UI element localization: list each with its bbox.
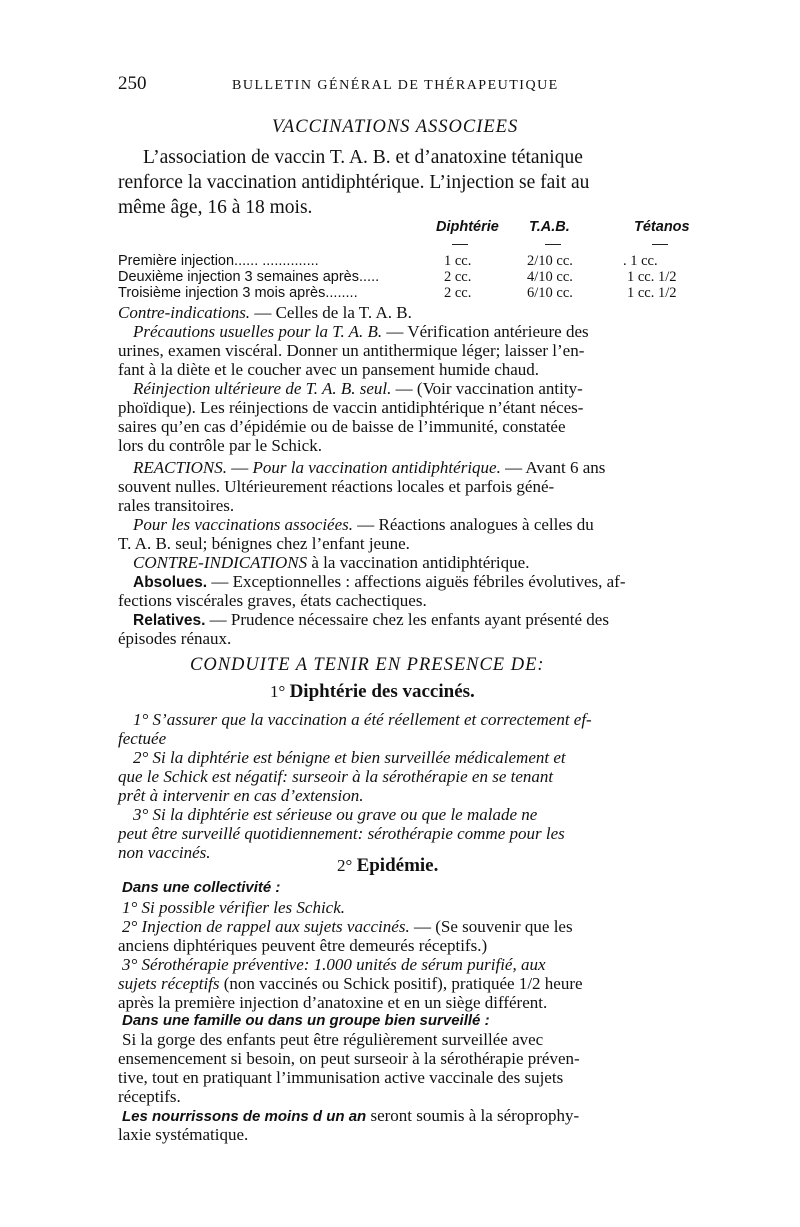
diph-item: peut être surveillé quotidiennement: sérothérapie comme pour les bbox=[118, 824, 565, 843]
coll-item-2-rest: — (Se souvenir que les bbox=[409, 917, 573, 936]
table-row-label: Première injection...... .............. bbox=[118, 253, 319, 269]
sub2-title: Epidémie. bbox=[356, 855, 439, 876]
nourrissons-lead: Les nourrissons de moins d un an bbox=[122, 1108, 367, 1125]
table-cell-diph: 2 cc. bbox=[444, 285, 472, 301]
reactions-line bbox=[133, 458, 605, 477]
col-header-tetanos: Tétanos bbox=[634, 219, 690, 235]
reactions-body: souvent nulles. Ultérieurement réactions locales et parfois géné- bbox=[118, 477, 555, 496]
reactions-lead: REACTIONS. bbox=[133, 458, 227, 477]
table-cell-tet: 1 cc. 1/2 bbox=[627, 285, 677, 301]
diph-item: 3° Si la diphtérie est sérieuse ou grave ou que le malade ne bbox=[133, 805, 538, 824]
coll-item-1: 1° Si possible vérifier les Schick. bbox=[122, 898, 346, 917]
col-header-tab: T.A.B. bbox=[529, 219, 570, 235]
precautions-line bbox=[133, 322, 589, 341]
contra-lead: Contre-indications. bbox=[118, 303, 251, 322]
diph-item: que le Schick est négatif: surseoir à la sérothérapie en se tenant bbox=[118, 767, 554, 786]
table-cell-tet: 1 cc. 1/2 bbox=[627, 269, 677, 285]
contra-line bbox=[118, 303, 412, 322]
famille-body: Si la gorge des enfants peut être régulièrement surveillée avec bbox=[122, 1030, 544, 1049]
famille-heading: Dans une famille ou dans un groupe bien surveillé : bbox=[122, 1012, 490, 1029]
nourrissons-body: laxie systématique. bbox=[118, 1125, 249, 1144]
sub1-title: Diphtérie des vaccinés. bbox=[289, 681, 475, 702]
ci-absolues-label: Absolues. bbox=[133, 574, 208, 591]
table-cell-tab: 6/10 cc. bbox=[527, 285, 573, 301]
reactions-sep: — bbox=[226, 458, 253, 477]
reinjection-body: saires qu’en cas d’épidémie ou de baisse de l’immunité, constatée bbox=[118, 417, 566, 436]
diph-item: prêt à intervenir en cas d’extension. bbox=[118, 786, 364, 805]
col-divider bbox=[452, 244, 468, 245]
reinjection-lead: Réinjection ultérieure de T. A. B. seul. bbox=[133, 379, 392, 398]
table-cell-diph: 1 cc. bbox=[444, 253, 472, 269]
ci-text: à la vaccination antidiphtérique. bbox=[307, 553, 530, 572]
famille-body: réceptifs. bbox=[118, 1087, 181, 1106]
reactions-assoc-line bbox=[133, 515, 594, 534]
reactions-assoc-lead: Pour les vaccinations associées. bbox=[133, 515, 354, 534]
diph-item: 2° Si la diphtérie est bénigne et bien surveillée médicalement et bbox=[133, 748, 566, 767]
nourrissons-rest: seront soumis à la séroprophy- bbox=[366, 1106, 580, 1125]
reinjection-first: — (Voir vaccination antity- bbox=[391, 379, 583, 398]
reactions-assoc-first: — Réactions analogues à celles du bbox=[353, 515, 594, 534]
sub2-number: 2° bbox=[337, 856, 353, 875]
famille-body: ensemencement si besoin, on peut surseoir à la sérothérapie préven- bbox=[118, 1049, 580, 1068]
section-title-vaccinations: VACCINATIONS ASSOCIEES bbox=[272, 117, 519, 137]
coll-item-3-body: après la première injection d’anatoxine et en un siège différent. bbox=[118, 993, 548, 1012]
reinjection-line bbox=[133, 379, 583, 398]
coll-item-2 bbox=[122, 917, 573, 936]
precautions-body: fant à la diète et le coucher avec un pansement humide chaud. bbox=[118, 360, 540, 379]
ci-line bbox=[133, 553, 529, 572]
intro-line: L’association de vaccin T. A. B. et d’anatoxine tétanique bbox=[143, 147, 583, 168]
table-cell-tab: 2/10 cc. bbox=[527, 253, 573, 269]
journal-title: BULLETIN GÉNÉRAL DE THÉRAPEUTIQUE bbox=[232, 78, 559, 93]
subheading-epidemie bbox=[337, 855, 438, 877]
ci-absolues-text: — Exceptionnelles : affections aiguës fébriles évolutives, af- bbox=[207, 572, 626, 591]
collectivite-heading: Dans une collectivité : bbox=[122, 879, 281, 896]
ci-relatives-label: Relatives. bbox=[133, 612, 206, 629]
table-cell-tet: . 1 cc. bbox=[623, 253, 658, 269]
subheading-diphterie bbox=[270, 681, 475, 703]
precautions-body: urines, examen viscéral. Donner un antithermique léger; laisser l’en- bbox=[118, 341, 585, 360]
ci-absolues-body: fections viscérales graves, états cachectiques. bbox=[118, 591, 427, 610]
intro-line: même âge, 16 à 18 mois. bbox=[118, 197, 313, 218]
col-header-diphterie: Diphtérie bbox=[436, 219, 499, 235]
coll-item-3-rest: (non vaccinés ou Schick positif), pratiquée 1/2 heure bbox=[219, 974, 583, 993]
reactions-body: rales transitoires. bbox=[118, 496, 235, 515]
reactions-lead2: Pour la vaccination antidiphtérique. bbox=[252, 458, 501, 477]
coll-item-2-it: 2° Injection de rappel aux sujets vaccinés. bbox=[122, 917, 410, 936]
nourrissons-line bbox=[122, 1106, 579, 1126]
ci-relatives-text: — Prudence nécessaire chez les enfants ayant présenté des bbox=[205, 610, 609, 629]
intro-paragraph bbox=[118, 145, 590, 220]
contra-text: — Celles de la T. A. B. bbox=[250, 303, 412, 322]
page-number: 250 bbox=[118, 73, 147, 94]
reinjection-body: lors du contrôle par le Schick. bbox=[118, 436, 322, 455]
coll-item-2-body: anciens diphtériques peuvent être demeurés réceptifs.) bbox=[118, 936, 488, 955]
diph-item: 1° S’assurer que la vaccination a été réellement et correctement ef- bbox=[133, 710, 592, 729]
coll-item-3-it2: sujets réceptifs bbox=[118, 974, 220, 993]
col-divider bbox=[545, 244, 561, 245]
ci-relatives-line bbox=[133, 610, 609, 630]
table-row-label: Deuxième injection 3 semaines après..... bbox=[118, 269, 380, 285]
coll-item-3-body bbox=[118, 974, 583, 993]
reinjection-body: phoïdique). Les réinjections de vaccin antidiphtérique n’étant néces- bbox=[118, 398, 584, 417]
reactions-assoc-body: T. A. B. seul; bénignes chez l’enfant jeune. bbox=[118, 534, 410, 553]
ci-absolues-line bbox=[133, 572, 626, 592]
table-cell-diph: 2 cc. bbox=[444, 269, 472, 285]
table-cell-tab: 4/10 cc. bbox=[527, 269, 573, 285]
reactions-first: — Avant 6 ans bbox=[500, 458, 606, 477]
precautions-lead: Précautions usuelles pour la T. A. B. bbox=[133, 322, 383, 341]
diph-item: fectuée bbox=[118, 729, 167, 748]
table-row-label: Troisième injection 3 mois après........ bbox=[118, 285, 358, 301]
precautions-first: — Vérification antérieure des bbox=[382, 322, 589, 341]
ci-relatives-body: épisodes rénaux. bbox=[118, 629, 232, 648]
diph-item: non vaccinés. bbox=[118, 843, 211, 862]
coll-item-3: 3° Sérothérapie préventive: 1.000 unités de sérum purifié, aux bbox=[122, 955, 546, 974]
sub1-number: 1° bbox=[270, 682, 286, 701]
famille-body: tive, tout en pratiquant l’immunisation active vaccinale des sujets bbox=[118, 1068, 564, 1087]
intro-line: renforce la vaccination antidiphtérique. L’injection se fait au bbox=[118, 172, 590, 193]
ci-lead: CONTRE-INDICATIONS bbox=[133, 553, 308, 572]
col-divider bbox=[652, 244, 668, 245]
section-title-conduite: CONDUITE A TENIR EN PRESENCE DE: bbox=[190, 655, 545, 675]
